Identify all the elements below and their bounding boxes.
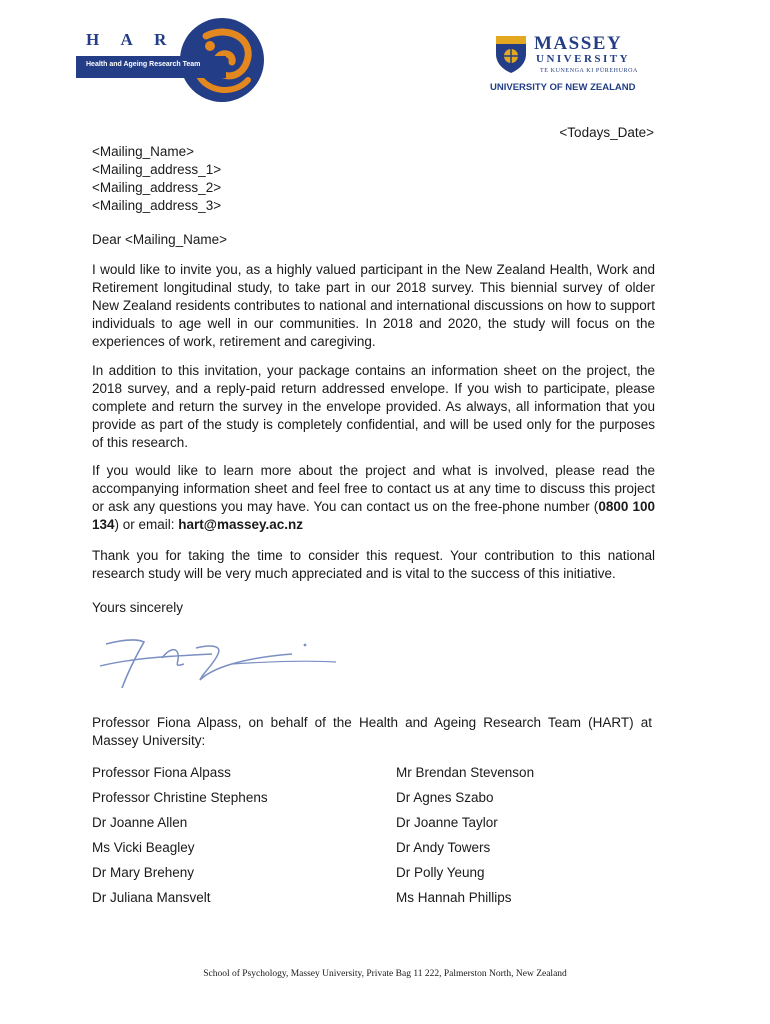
hart-logo bbox=[76, 14, 248, 106]
team-member: Dr Polly Yeung bbox=[396, 865, 485, 880]
paragraph-invitation: I would like to invite you, as a highly valued participant in the New Zealand Health, Work and Retirement longitudinal study, to take part in our 2018 survey. This biennial survey of older New Zealand residents contributes to national and international discussions on how to support individuals to age well in our communities. In 2018 and 2020, the study will focus on the experiences of work, retirement and caregiving. bbox=[92, 262, 655, 349]
team-member: Dr Mary Breheny bbox=[92, 865, 195, 880]
closing: Yours sincerely bbox=[92, 600, 184, 615]
team-row bbox=[92, 865, 612, 890]
letter-date: <Todays_Date> bbox=[559, 125, 654, 140]
hart-tagline: Health and Ageing Research Team bbox=[86, 61, 201, 68]
salutation: Dear <Mailing_Name> bbox=[92, 232, 228, 247]
massey-university-label: UNIVERSITY bbox=[536, 53, 631, 65]
team-member: Dr Juliana Mansvelt bbox=[92, 890, 211, 905]
hart-wordmark: H A R T bbox=[86, 30, 209, 49]
team-row bbox=[92, 765, 612, 790]
team-row bbox=[92, 790, 612, 815]
address-line: <Mailing_address_3> bbox=[92, 198, 222, 213]
massey-name: MASSEY bbox=[534, 33, 623, 54]
massey-maori-name: TE KUNENGA KI PŪREHUROA bbox=[540, 68, 638, 74]
address-line: <Mailing_address_1> bbox=[92, 162, 222, 177]
address-line: <Mailing_address_2> bbox=[92, 180, 222, 195]
signature-image bbox=[92, 628, 342, 698]
contact-text: If you would like to learn more about the project and what is involved, please read the accompanying information sheet and feel free to contact us at any time to discuss this project or ask any questions you may have. You can contact us on the free-phone number ( bbox=[92, 463, 655, 514]
mailing-address bbox=[92, 143, 221, 215]
massey-logo bbox=[490, 28, 650, 98]
team-member: Professor Fiona Alpass bbox=[92, 765, 231, 780]
team-list bbox=[92, 765, 612, 915]
team-member: Ms Hannah Phillips bbox=[396, 890, 512, 905]
team-member: Dr Joanne Allen bbox=[92, 815, 188, 830]
massey-crest-icon bbox=[494, 32, 528, 74]
team-member: Dr Andy Towers bbox=[396, 840, 491, 855]
team-row bbox=[92, 840, 612, 865]
paragraph-contact bbox=[92, 462, 655, 534]
address-line: <Mailing_Name> bbox=[92, 144, 195, 159]
team-row bbox=[92, 890, 612, 915]
signoff-text: Professor Fiona Alpass, on behalf of the Health and Ageing Research Team (HART) at Massey University: bbox=[92, 715, 652, 748]
team-member: Ms Vicki Beagley bbox=[92, 840, 195, 855]
contact-text-mid: ) or email: bbox=[114, 517, 179, 532]
footer-address: School of Psychology, Massey University, Private Bag 11 222, Palmerston North, New Zealand bbox=[203, 969, 567, 979]
paragraph-package: In addition to this invitation, your package contains an information sheet on the project, the 2018 survey, and a reply-paid return addressed envelope. If you wish to participate, please complete and return the survey in the envelope provided. As always, all information that you provide as part of the study is completely confidential, and will be used only for the purposes of this research. bbox=[92, 363, 655, 450]
email-address: hart@massey.ac.nz bbox=[178, 517, 304, 532]
phone-number: 0800 100 134 bbox=[92, 499, 656, 532]
team-member: Mr Brendan Stevenson bbox=[396, 765, 535, 780]
paragraph-thanks: Thank you for taking the time to consider this request. Your contribution to this national research study will be very much appreciated and is vital to the success of this initiative. bbox=[92, 548, 655, 581]
massey-country-label: UNIVERSITY OF NEW ZEALAND bbox=[490, 82, 636, 93]
team-member: Professor Christine Stephens bbox=[92, 790, 268, 805]
team-member: Dr Joanne Taylor bbox=[396, 815, 498, 830]
team-row bbox=[92, 815, 612, 840]
team-member: Dr Agnes Szabo bbox=[396, 790, 494, 805]
